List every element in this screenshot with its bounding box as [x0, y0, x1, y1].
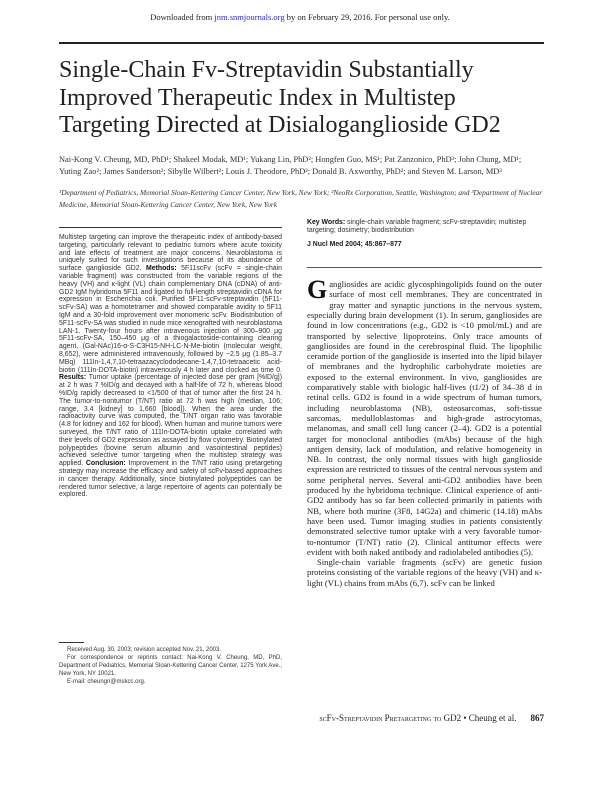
- received-note: Received Aug. 30, 2003; revision accepted Nov. 21, 2003.: [67, 647, 221, 653]
- abstract-intro: Multistep targeting can improve the therapeutic index of antibody-based targeting, particularly relevant to pediatric tumors where acute toxicity and late effects of treatment are major concerns. Neuroblastoma is uniquely suited for such investigations because of its abundance of surface ganglioside GD2.: [59, 234, 282, 273]
- keywords-label: Key Words:: [307, 218, 346, 226]
- results-label: Results:: [59, 374, 87, 382]
- conclusion-label: Conclusion:: [85, 460, 126, 468]
- email-note: E-mail: cheungn@mskcc.org.: [67, 679, 146, 685]
- body-paragraph: [307, 275, 542, 557]
- abstract-methods: 5F11scFv (scFv = single-chain variable fragment) was constructed from the variable regions of the heavy (VH) and κ-light (VL) chain complementary DNA (cDNA) of anti-GD2 IgM hybridoma 5F11 and ligated to full-length streptavidin cDNA for expression in Escherichia coli. Purified 5F11-scFv-streptavidin (5F11-scFv-SA) was a homotetramer and showed comparable avidity to 5F11 IgM and a 30-fold improvement over monomeric scFv. Biodistribution of 5F11-scFv-SA was studied in nude mice xenografted with neuroblastoma LAN-1. Twenty-four hours after intravenous injection of 300–900 μg 5F11-scFv-SA, 150–450 μg of a thiogalactoside-containing clearing agent, (Gal-NAc)16-α-S-C3H15-NH-LC-N-Me-biotin (molecular weight, 8,652), were administered intravenously, followed by ~2.5 μg (1.85–3.7 MBq) 111In-1,4,7,10-tetraazacyclododecane-1,4,7,10-tetraacetic acid-biotin (111In-DOTA-biotin) intravenously 4 h later and clocked as time 0.: [59, 265, 282, 374]
- citation: J Nucl Med 2004; 45:867–877: [307, 240, 402, 248]
- abstract-results: Tumor uptake (percentage of injected dose per gram [%ID/g]) at 2 h was 7 %ID/g and decayed with a half-life of 72 h, whereas blood %ID/g rapidly decreased to <1/500 of that of tumor after the first 24 h. The tumor-to-nontumor (T/NT) ratio at 72 h was high (median, 106; range, 3.4 [kidney] to 1,660 [blood]). When the area under the radioactivity curve was computed, the T/NT organ ratio was favorable (4.8 for kidney and 162 for blood). When human and murine tumors were surveyed, the T/NT ratio of 111In-DOTA-biotin uptake correlated with their levels of GD2 expression as assayed by flow cytometry. Biotinylated polypeptides (bovine serum albumin and vasointestinal peptides) achieved selective tumor targeting when the multistep strategy was applied.: [59, 374, 282, 468]
- bullet-separator: •: [463, 713, 467, 723]
- footnotes: [59, 646, 282, 686]
- two-column-body: [59, 218, 542, 687]
- article-title: Single-Chain Fv-Streptavidin Substantially Improved Therapeutic Index in Multistep Targeting Directed at Disialoganglioside GD2: [59, 57, 501, 138]
- page-number: 867: [530, 713, 544, 723]
- page-footer: [0, 712, 600, 724]
- body-paragraph: Single-chain variable fragments (scFv) are genetic fusion proteins consisting of the variable regions of the heavy (VH) and κ-light (VL) chains from mAbs (6,7). scFv can be linked: [307, 557, 542, 588]
- left-column: [59, 227, 282, 687]
- right-column: [307, 219, 542, 589]
- abstract-rule: [59, 227, 282, 229]
- correspondence-note: For correspondence or reprints contact: Nai-Kong V. Cheung, MD, PhD, Department of Pediatrics, Memorial Sloan-Kettering Cancer Center, 1275 York Ave., New York, NY 10021.: [59, 655, 282, 677]
- running-title: scFv-Streptavidin Pretargeting to GD2: [319, 713, 462, 723]
- paragraph-text: angliosides are acidic glycosphingolipids found on the outer surface of most cell membranes. They are concentrated in gray matter and synaptic junctions in the nervous system, especially during brain development (1). In serum, gangliosides are found in low concentrations (e.g., GD2 is <10 pmol/mL) and are transported by selective lipoproteins. Only trace amounts of gangliosides are found in the cerebrospinal fluid. The lipophilic ceramide portion of the ganglioside is inserted into the lipid bilayer of membranes and the hydrophilic carbohydrate moieties are exposed to the external environment. In vivo, gangliosides are comparatively stable with biologic half-lives (t1/2) of 34–38 d in retinal cells. GD2 is found in a wide spectrum of human tumors, including neuroblastoma (NB), osteosarcomas, soft-tissue sarcomas, medulloblastomas and high-grade astrocytomas, melanomas, and small cell lung cancer (2–4). GD2 is a potential target for monoclonal antibodies (mAbs) because of the high antigen density, lack of modulation, and relative homogeneity in NB. In contrast, the only normal tissues with high ganglioside expression are restricted to tissues of the central nervous system and some peripheral nerves. Several anti-GD2 antibodies have been produced by the hybridoma technique. Clinical experience of anti-GD2 antibody has so far been collected primarily in patients with NB, where both murine (3F8, 14G2a) and chimeric (14.18) mAbs have been used. Tumor imaging studies in patients consistently demonstrated selective tumor uptake with a very favorable tumor-to-nontumor (T/NT) ratio (2). Clinical antitumor effects were evident with both naked antibody and radiolabeled antibodies (5).: [307, 279, 542, 557]
- journal-link[interactable]: jnm.snmjournals.org: [214, 12, 285, 22]
- abstract-conclusion: Improvement in the T/NT ratio using pretargeting strategy may increase the efficacy and safety of scFv-based approaches in cancer therapy. Additionally, since biotinylated polypeptides can be rendered tumor selective, a large repertoire of agents can potentially be explored.: [59, 460, 283, 499]
- keywords: [307, 219, 542, 236]
- keywords-text: single-chain variable fragment; scFv-streptavidin; multistep targeting; dosimetry; biodistribution: [307, 218, 527, 235]
- top-rule: [59, 42, 544, 44]
- methods-label: Methods:: [146, 265, 177, 273]
- body-text: [307, 275, 542, 588]
- download-prefix: Downloaded from: [150, 12, 215, 22]
- footnote-rule: [59, 642, 84, 643]
- abstract: [59, 234, 282, 638]
- affiliations: ¹Department of Pediatrics, Memorial Sloan-Kettering Cancer Center, New York, New York; ²NeoRx Corporation, Seattle, Washington; and ³Department of Nuclear Medicine, Memorial Sloan-Kettering Cancer Center, New York, New York: [59, 187, 543, 209]
- footer-authors: Cheung et al.: [468, 713, 517, 723]
- download-suffix: by on February 29, 2016. For personal use only.: [284, 12, 450, 22]
- download-notice: [0, 0, 600, 22]
- body-rule: [307, 267, 542, 269]
- author-list: Nai-Kong V. Cheung, MD, PhD¹; Shakeel Modak, MD¹; Yukang Lin, PhD²; Hongfen Guo, MS¹; Pat Zanzonico, PhD³; John Chung, MD¹; Yuting Zao²; James Sanderson²; Sibylle Wilbert²; Louis J. Theodore, PhD²; Donald B. Axworthy, PhD²; and Steven M. Larson, MD³: [59, 155, 522, 176]
- drop-cap: G: [307, 275, 328, 305]
